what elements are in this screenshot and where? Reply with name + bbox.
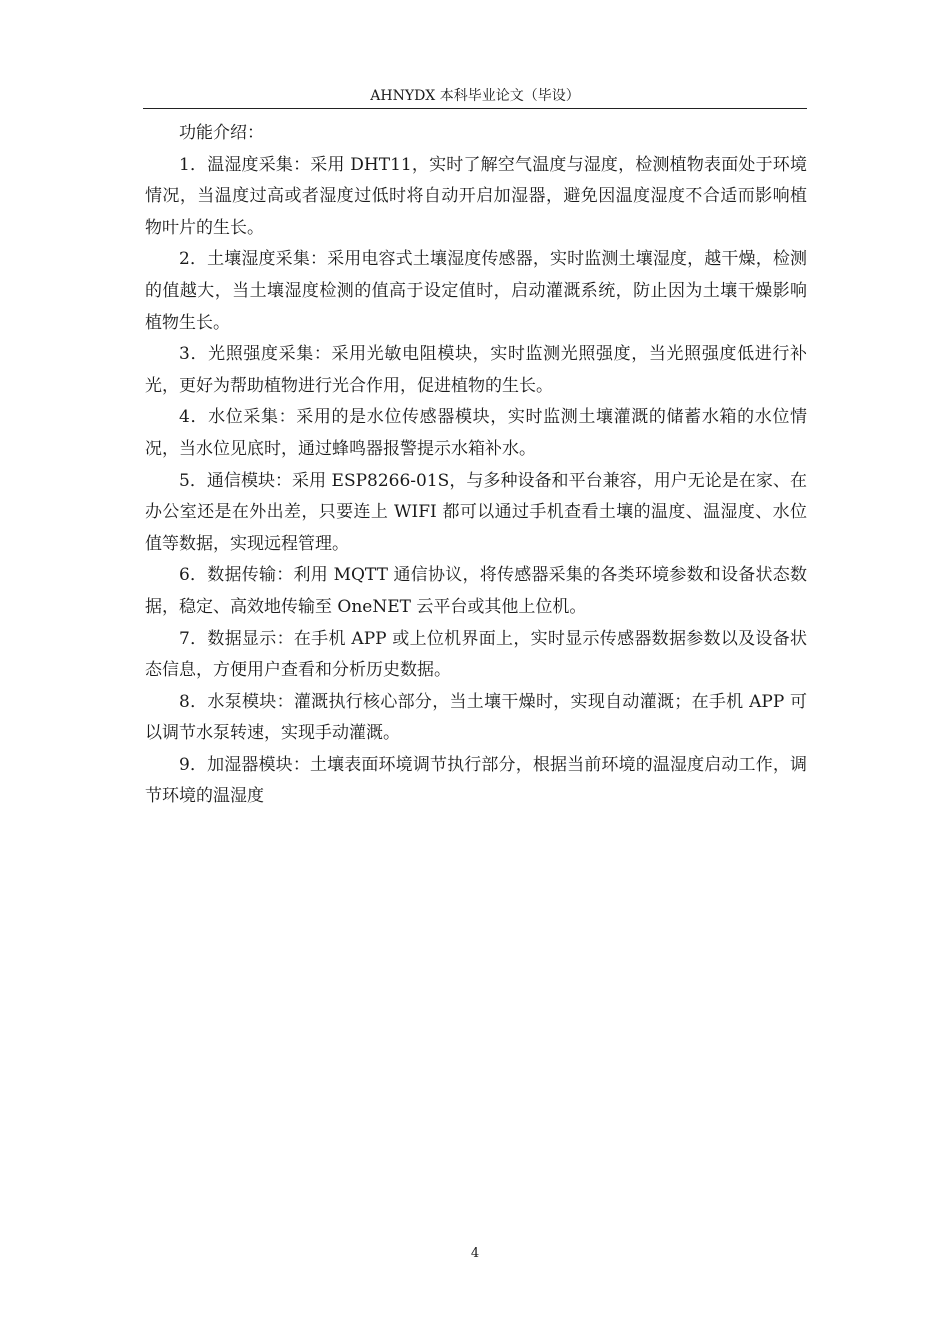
page-header: AHNYDX 本科毕业论文（毕设） [370,88,580,104]
page-number: 4 [470,1246,480,1261]
document-body [145,118,807,813]
feature-item-water-pump: 8．水泵模块：灌溉执行核心部分，当土壤干燥时，实现自动灌溉；在手机 APP 可以调节水泵转速，实现手动灌溉。 [145,691,807,744]
feature-item-communication: 5．通信模块：采用 ESP8266-01S，与多种设备和平台兼容，用户无论是在家、在办公室还是在外出差，只要连上 WIFI 都可以通过手机查看土壤的温度、温湿度、水位值等数据，实现远程管理。 [145,470,807,554]
feature-item-data-display: 7．数据显示：在手机 APP 或上位机界面上，实时显示传感器数据参数以及设备状态信息，方便用户查看和分析历史数据。 [145,628,807,681]
feature-item-data-transmission: 6．数据传输：利用 MQTT 通信协议，将传感器采集的各类环境参数和设备状态数据，稳定、高效地传输至 OneNET 云平台或其他上位机。 [145,565,807,617]
feature-item-soil-moisture: 2．土壤湿度采集：采用电容式土壤湿度传感器，实时监测土壤湿度，越干燥，检测的值越大，当土壤湿度检测的值高于设定值时，启动灌溉系统，防止因为土壤干燥影响植物生长。 [145,249,807,333]
feature-item-temperature-humidity: 1．温湿度采集：采用 DHT11，实时了解空气温度与湿度，检测植物表面处于环境情况，当温度过高或者湿度过低时将自动开启加湿器，避免因温度湿度不合适而影响植物叶片的生长。 [145,154,807,238]
header-divider [143,108,807,109]
feature-item-humidifier: 9．加湿器模块：土壤表面环境调节执行部分，根据当前环境的温湿度启动工作，调节环境的温湿度 [145,754,807,807]
feature-item-light-intensity: 3．光照强度采集：采用光敏电阻模块，实时监测光照强度，当光照强度低进行补光，更好为帮助植物进行光合作用，促进植物的生长。 [145,344,807,396]
feature-item-water-level: 4．水位采集：采用的是水位传感器模块，实时监测土壤灌溉的储蓄水箱的水位情况，当水位见底时，通过蜂鸣器报警提示水箱补水。 [145,407,807,459]
section-intro: 功能介绍： [179,123,264,143]
